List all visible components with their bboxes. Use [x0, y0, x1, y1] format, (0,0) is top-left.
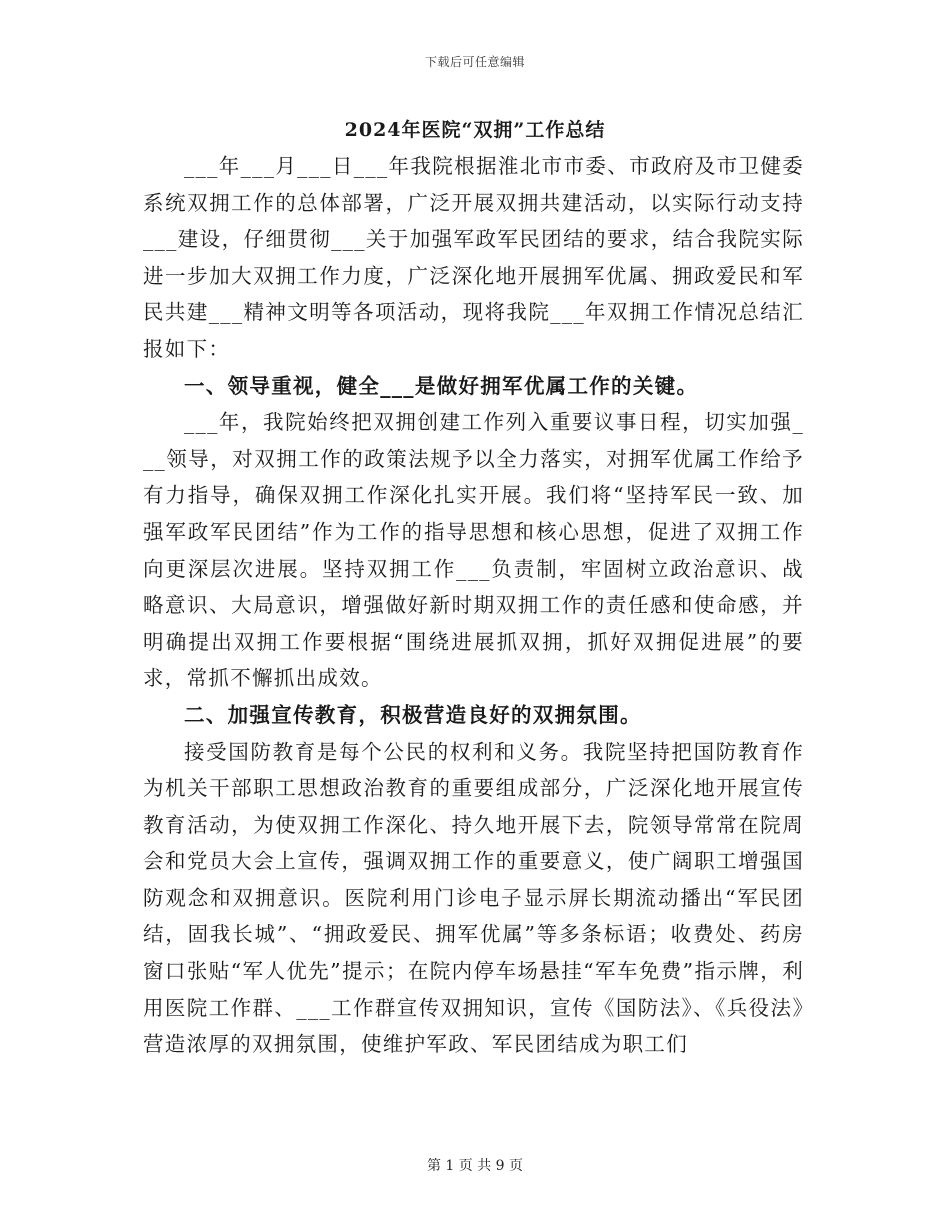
section-heading-2: 二、加强宣传教育，积极营造良好的双拥氛围。: [184, 702, 642, 727]
section-2-paragraph: 接受国防教育是每个公民的权利和义务。我院坚持把国防教育作为机关干部职工思想政治教育的重要组成部分，广泛深化地开展宣传教育活动，为使双拥工作深化、持久地开展下去，院领导常常在院周会和党员大会上宣传，强调双拥工作的重要意义，使广阔职工增强国防观念和双拥意识。医院利用门诊电子显示屏长期流动播出“军民团结，固我长城”、“拥政爱民、拥军优属”等多条标语；收费处、药房窗口张贴“军人优先”提示；在院内停车场悬挂“军车免费”指示牌，利用医院工作群、___工作群宣传双拥知识，宣传《国防法》、《兵役法》营造浓厚的双拥氛围，使维护军政、军民团结成为职工们: [143, 739, 804, 1057]
page-header-note: 下载后可任意编辑: [424, 55, 525, 69]
section-heading-1: 一、领导重视，健全___是做好拥军优属工作的关键。: [184, 373, 699, 398]
intro-paragraph: ___年___月___日___年我院根据淮北市市委、市政府及市卫健委系统双拥工作的总体部署，广泛开展双拥共建活动，以实际行动支持___建设，仔细贯彻___关于加强军政军民团结的要求，结合我院实际进一步加大双拥工作力度，广泛深化地开展拥军优属、拥政爱民和军民共建___精神文明等各项活动，现将我院___年双拥工作情况总结汇报如下：: [143, 154, 804, 361]
page-number-footer: 第 1 页 共 9 页: [426, 1158, 524, 1174]
section-1-paragraph: ___年，我院始终把双拥创建工作列入重要议事日程，切实加强___领导，对双拥工作的政策法规予以全力落实，对拥军优属工作给予有力指导，确保双拥工作深化扎实开展。我们将“坚持军民一致、加强军政军民团结”作为工作的指导思想和核心思想，促进了双拥工作向更深层次进展。坚持双拥工作___负责制，牢固树立政治意识、战略意识、大局意识，增强做好新时期双拥工作的责任感和使命感，并明确提出双拥工作要根据“围绕进展抓双拥，抓好双拥促进展”的要求，常抓不懈抓出成效。: [143, 410, 804, 691]
document-title: 2024年医院“双拥”工作总结: [344, 119, 606, 141]
document-body: [143, 148, 804, 1063]
